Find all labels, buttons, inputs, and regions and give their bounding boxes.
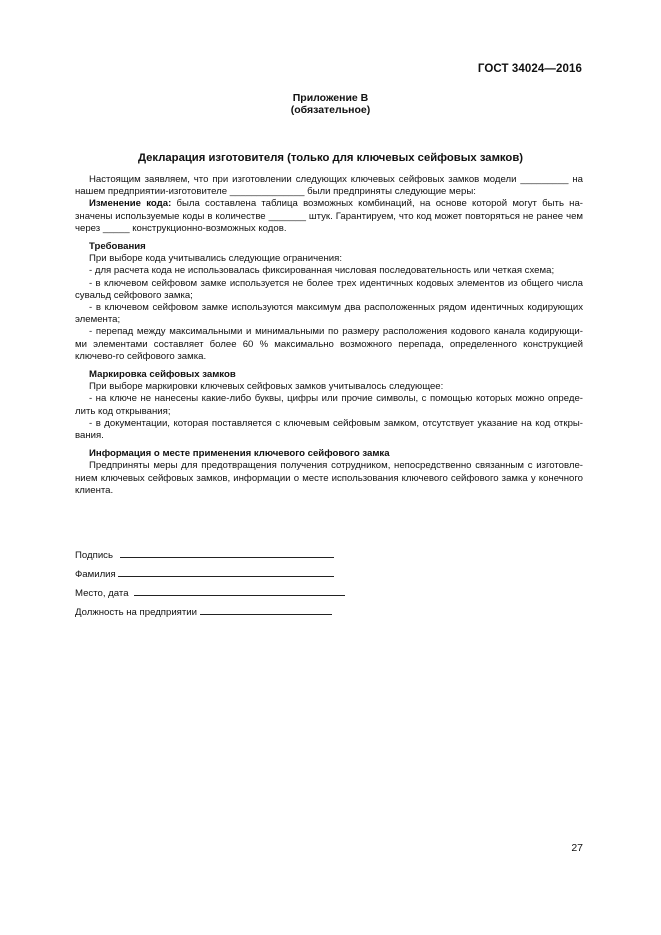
requirement-item: - в ключевом сейфовом замке используется не более трех идентичных кодовых элементов из общего числа сувальд сейфового замка;: [75, 277, 583, 301]
position-label: Должность на предприятии: [75, 607, 197, 618]
marking-item: - на ключе не нанесены какие-либо буквы, цифры или прочие символы, с помощью которых можно опреде-лить код открывания;: [75, 393, 583, 417]
signature-line[interactable]: [120, 547, 334, 558]
signature-row: [75, 547, 334, 561]
surname-line[interactable]: [118, 566, 334, 577]
info-paragraph: Предприняты меры для предотвращения получения сотрудником, непосредственно связанным с изготовле-нием ключевых сейфовых замков, информации о месте использования ключевого сейфового замка у конечного клиента.: [75, 460, 583, 496]
code-change-paragraph: [75, 198, 583, 235]
marking-intro: При выборе маркировки ключевых сейфовых замков учитывалось следующее:: [89, 381, 444, 393]
requirements-intro: При выборе кода учитывались следующие ограничения:: [89, 253, 343, 265]
signature-label: Подпись: [75, 550, 113, 561]
surname-label: Фамилия: [75, 569, 116, 580]
intro-paragraph: Настоящим заявляем, что при изготовлении следующих ключевых сейфовых замков модели _________ на нашем предприятии-изготовителе ______________ были предприняты следующие меры:: [75, 174, 583, 198]
code-change-label: Изменение кода:: [89, 198, 172, 210]
appendix-title: Приложение В: [292, 92, 369, 104]
standard-number: ГОСТ 34024—2016: [477, 63, 582, 75]
declaration-body: [75, 174, 583, 497]
position-row: [75, 604, 332, 618]
position-line[interactable]: [200, 604, 332, 615]
appendix-status: (обязательное): [290, 104, 371, 116]
requirement-item: - для расчета кода не использовалась фиксированная числовая последовательность или четкая схема;: [89, 265, 555, 277]
place-date-label: Место, дата: [75, 588, 129, 599]
code-change-text: была составлена таблица возможных комбинаций, на основе которой могут быть на-значены используемые коды в количестве _______ штук. Гарантируем, что код может повторяться не ранее чем через _____ конструкционно-возможных кодов.: [75, 198, 583, 234]
requirement-item: - в ключевом сейфовом замке используются максимум два расположенных рядом идентичных кодирующих элемента;: [75, 302, 583, 326]
requirement-item: - перепад между максимальными и минимальными по размеру расположения кодового канала кодирующи-ми элементами составляет более 60 % максимально возможного перепада, определенного конструкцией ключево-го сейфового замка.: [75, 326, 583, 362]
place-date-line[interactable]: [134, 585, 345, 596]
page-number: 27: [571, 842, 583, 854]
marking-item: - в документации, которая поставляется с ключевым сейфовым замком, отсутствует указание на код откры-вания.: [75, 417, 583, 442]
declaration-title: Декларация изготовителя (только для ключевых сейфовых замков): [137, 152, 524, 164]
requirements-heading: Требования: [89, 241, 146, 253]
info-heading: Информация о месте применения ключевого сейфового замка: [89, 448, 390, 460]
surname-row: [75, 566, 334, 580]
place-date-row: [75, 585, 345, 599]
marking-heading: Маркировка сейфовых замков: [89, 369, 236, 381]
